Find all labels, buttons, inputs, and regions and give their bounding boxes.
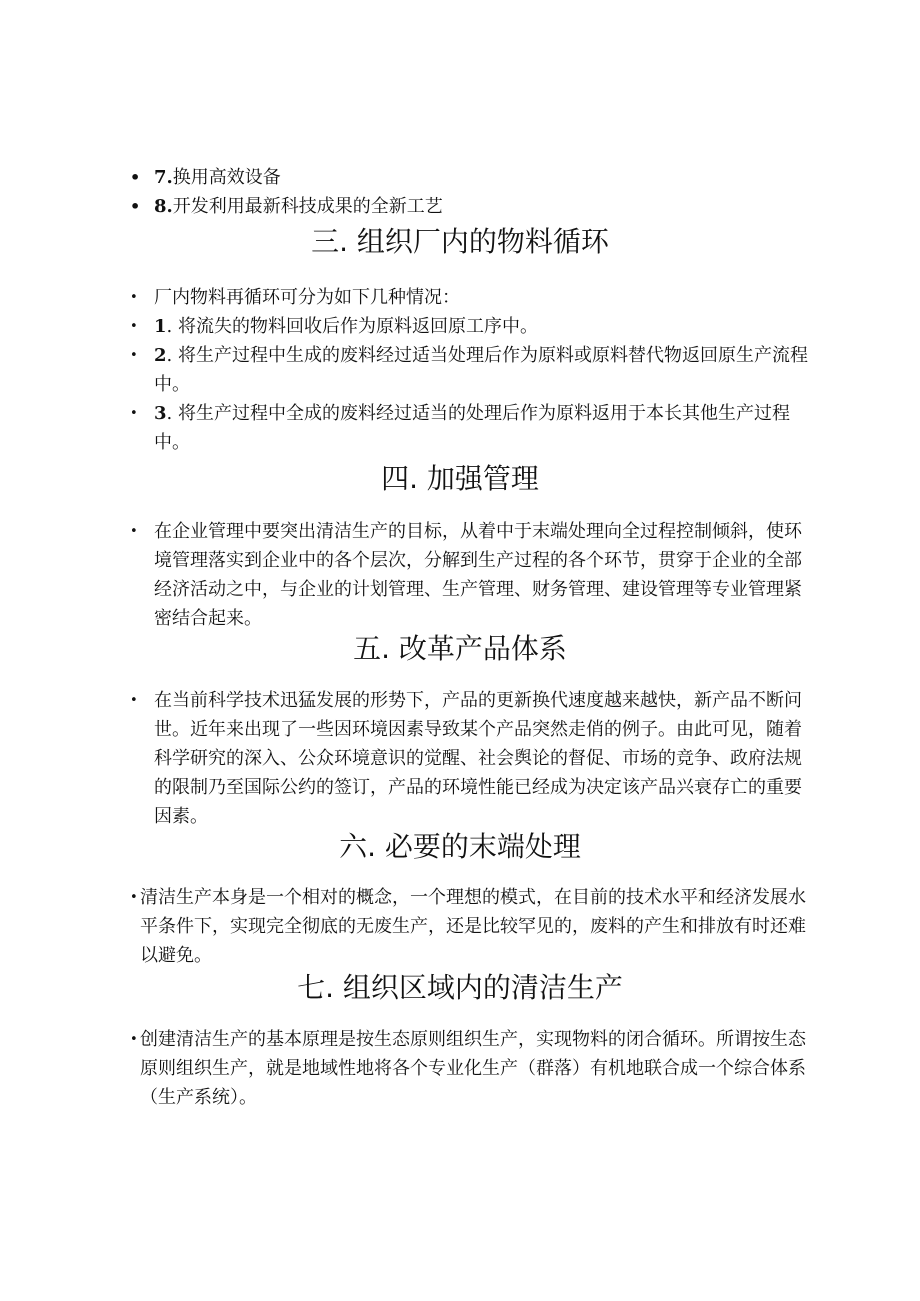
paragraph-product — [130, 686, 810, 831]
bullet: • — [130, 168, 141, 187]
section-heading-7: 七. 组织区域内的清洁生产 — [297, 971, 623, 1004]
paragraph-text: 清洁生产本身是一个相对的概念，一个理想的模式，在目前的技术水平和经济发展水平条件下，实现完全彻底的无废生产，还是比较罕见的，废料的产生和排放有时还难以避免。 — [140, 887, 806, 966]
bullet: • — [130, 348, 138, 363]
bullet: • — [130, 319, 138, 334]
list-item-2 — [130, 341, 810, 399]
item-number: 1 — [154, 316, 167, 337]
bullet: • — [130, 890, 138, 905]
list-item-1 — [130, 312, 810, 341]
paragraph-text: 创建清洁生产的基本原理是按生态原则组织生产，实现物料的闭合循环。所谓按生态原则组织生产，就是地域性地将各个专业化生产（群落）有机地联合成一个综合体系（生产系统）。 — [140, 1029, 806, 1108]
paragraph-regional — [130, 1025, 810, 1112]
section-heading-4: 四. 加强管理 — [381, 462, 539, 495]
paragraph-text: 在企业管理中要突出清洁生产的目标，从着中于末端处理向全过程控制倾斜，使环境管理落实到企业中的各个层次，分解到生产过程的各个环节，贯穿于企业的全部经济活动之中，与企业的计划管理、生产管理、财务管理、建设管理等专业管理紧密结合起来。 — [154, 521, 802, 629]
paragraph-text: 在当前科学技术迅猛发展的形势下，产品的更新换代速度越来越快，新产品不断问世。近年来出现了一些因环境因素导致某个产品突然走俏的例子。由此可见，随着科学研究的深入、公众环境意识的觉醒、社会舆论的督促、市场的竞争、政府法规的限制乃至国际公约的签订，产品的环境性能已经成为决定该产品兴衰存亡的重要因素。 — [154, 690, 802, 827]
bullet: • — [130, 524, 138, 539]
item-text: 换用高效设备 — [172, 167, 281, 188]
item-text: 厂内物料再循环可分为如下几种情况： — [154, 287, 460, 308]
section-heading-6: 六. 必要的末端处理 — [339, 830, 581, 863]
section-heading-3: 三. 组织厂内的物料循环 — [311, 225, 609, 258]
item-number: 7. — [154, 167, 173, 188]
item-text: . 将生产过程中全成的废料经过适当的处理后作为原料返用于本长其他生产过程中。 — [154, 403, 790, 453]
paragraph-management — [130, 517, 810, 633]
section-heading-5: 五. 改革产品体系 — [353, 632, 567, 665]
bullet: • — [130, 290, 138, 305]
bullet: • — [130, 693, 138, 708]
item-number: 3 — [154, 403, 167, 424]
item-text: . 将生产过程中生成的废料经过适当处理后作为原料或原料替代物返回原生产流程中。 — [154, 345, 808, 395]
item-number: 8. — [154, 196, 173, 217]
bullet: • — [130, 406, 138, 421]
bullet: • — [130, 197, 141, 216]
item-text: . 将流失的物料回收后作为原料返回原工序中。 — [166, 316, 538, 337]
list-item-intro — [130, 283, 810, 312]
bullet: • — [130, 1032, 138, 1047]
list-item-3 — [130, 399, 810, 457]
list-item-8 — [130, 192, 810, 221]
list-item-7 — [130, 163, 810, 192]
item-number: 2 — [154, 345, 167, 366]
paragraph-end-treatment — [130, 883, 810, 970]
item-text: 开发利用最新科技成果的全新工艺 — [172, 196, 443, 217]
